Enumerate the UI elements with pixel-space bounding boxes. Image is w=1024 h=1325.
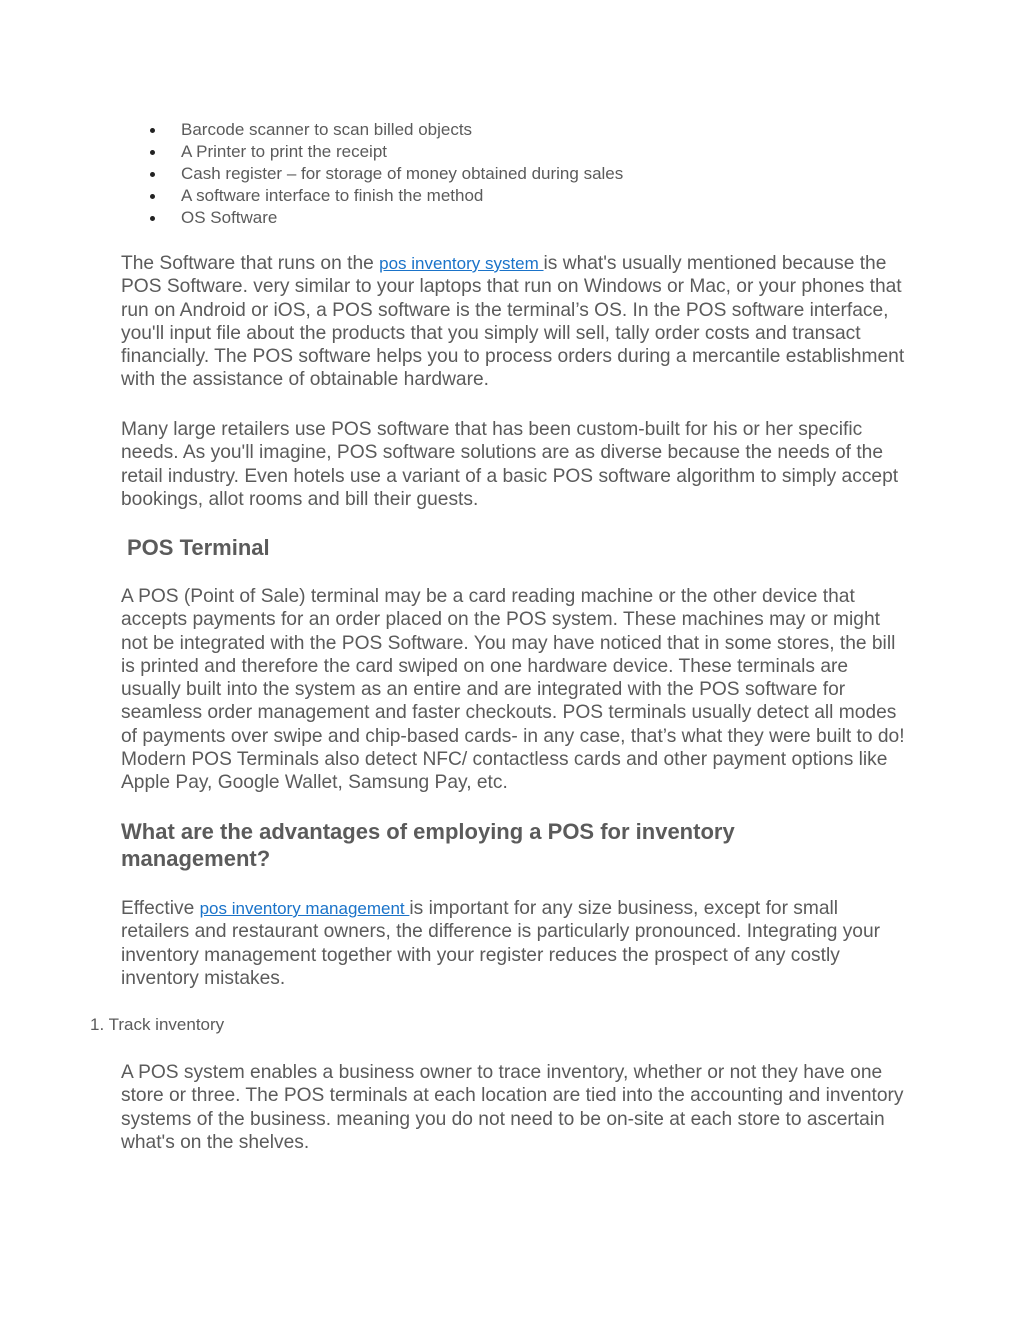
bullet-dot-icon <box>150 150 155 155</box>
bullet-item <box>150 163 850 185</box>
pos-software-body-text: is what's usually mentioned because the POS Software. very similar to your laptops that run on Windows or Mac, or your phones that run on Android or iOS, a POS software is the terminal’s OS. In the POS software interface, you'll input file about the products that you simply will sell, tally order costs and transact financially. The POS software helps you to process orders during a mercantile establishment with the assistance of obtainable hardware. <box>121 253 905 391</box>
bullet-dot-icon <box>150 216 155 221</box>
bullet-text: Cash register – for storage of money obtained during sales <box>181 164 624 183</box>
bullet-text: Barcode scanner to scan billed objects <box>181 120 473 139</box>
pos-terminal-paragraph: A POS (Point of Sale) terminal may be a card reading machine or the other device that accepts payments for an order placed on the POS system. These machines may or might not be integrated with the POS Software. You may have noticed that in some stores, the bill is printed and therefore the card swiped on one hardware device. These terminals are usually built into the system as an entire and are integrated with the POS software for seamless order management and faster checkouts. POS terminals usually detect all modes of payments over swipe and chip-based cards- in any case, that’s what they were built to do! Modern POS Terminals also detect NFC/ contactless cards and other payment options like Apple Pay, Google Wallet, Samsung Pay, etc. <box>121 586 905 794</box>
inventory-intro-text: Effective <box>121 898 200 919</box>
bullet-dot-icon <box>150 172 155 177</box>
bullet-dot-icon <box>150 128 155 133</box>
bullet-dot-icon <box>150 194 155 199</box>
hardware-bullet-list <box>150 119 850 229</box>
pos-inventory-system-link[interactable]: pos inventory system <box>379 254 544 273</box>
pos-terminal-heading: POS Terminal <box>127 535 270 560</box>
inventory-management-paragraph <box>121 897 911 990</box>
bullet-text: OS Software <box>181 208 278 227</box>
inventory-body-text: is important for any size business, except for small retailers and restaurant owners, the difference is particularly pronounced. Integrating your inventory management together with your register reduces the prospect of any costly inventory mistakes. <box>121 898 881 989</box>
track-inventory-list-item: 1. Track inventory <box>90 1015 225 1034</box>
bullet-item <box>150 141 850 163</box>
pos-software-paragraph <box>121 252 911 392</box>
pos-software-intro-text: The Software that runs on the <box>121 253 380 274</box>
bullet-item <box>150 119 850 141</box>
track-inventory-paragraph: A POS system enables a business owner to trace inventory, whether or not they have one store or three. The POS terminals at each location are tied into the accounting and inventory systems of the business. meaning you do not need to be on-site at each store to ascertain what's on the shelves. <box>121 1062 904 1153</box>
bullet-text: A software interface to finish the method <box>181 186 484 205</box>
retailers-paragraph: Many large retailers use POS software that has been custom-built for his or her specific needs. As you'll imagine, POS software solutions are as diverse because the needs of the retail industry. Even hotels use a variant of a basic POS software algorithm to simply accept bookings, allot rooms and bill their guests. <box>121 419 899 510</box>
bullet-text: A Printer to print the receipt <box>181 142 387 161</box>
bullet-item <box>150 207 850 229</box>
pos-inventory-management-link[interactable]: pos inventory management <box>199 899 410 918</box>
advantages-heading: What are the advantages of employing a POS for inventory management? <box>121 819 735 871</box>
bullet-item <box>150 185 850 207</box>
